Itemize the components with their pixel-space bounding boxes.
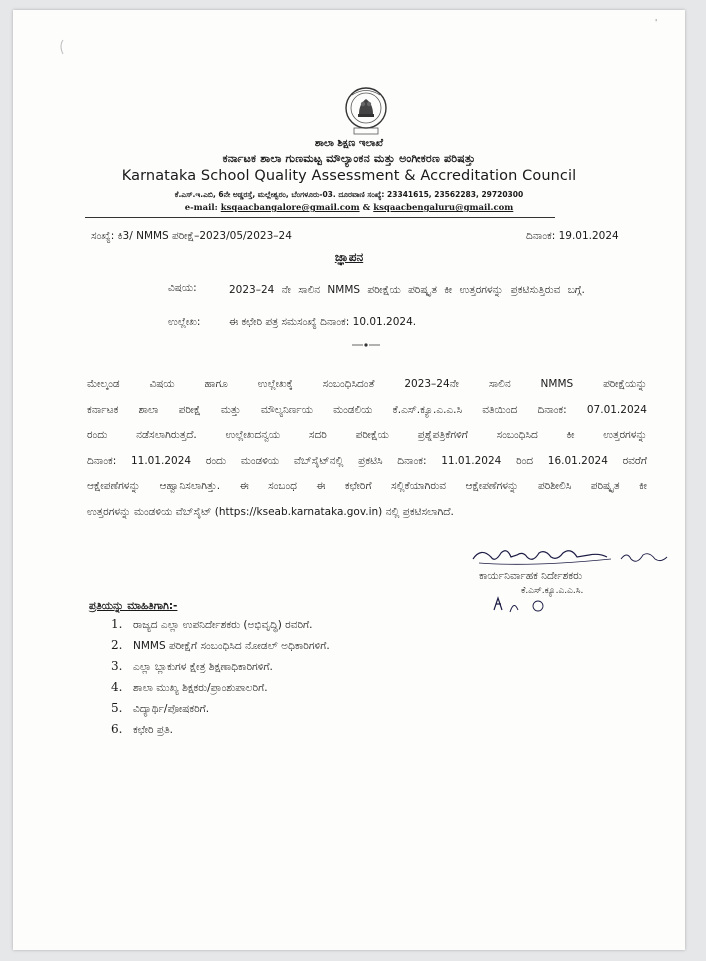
document-page	[13, 10, 685, 950]
subject-label: ವಿಷಯ:	[168, 282, 197, 294]
council-name-english: Karnataka School Quality Assessment & Accreditation Council	[121, 168, 577, 184]
list-item: 5. ವಿದ್ಯಾರ್ಥಿ/ಪೋಷಕರಿಗೆ.	[111, 701, 210, 715]
list-item: 4. ಶಾಲಾ ಮುಖ್ಯ ಶಿಕ್ಷಕರು/ಪ್ರಾಂಶುಪಾಲರಿಗೆ.	[111, 680, 268, 694]
reference-text: ಈ ಕಛೇರಿ ಪತ್ರ ಸಮಸಂಖ್ಯೆ ದಿನಾಂಕ: 10.01.2024.	[229, 316, 417, 328]
body-line: ರಂದು ನಡೆಸಲಾಗಿರುತ್ತದೆ. ಉಲ್ಲೇಖದನ್ವಯ ಸದರಿ ಪರೀಕ್ಷೆಯ ಪ್ರಶ್ನೆಪತ್ರಿಕೆಗಳಿಗೆ ಸಂಬಂಧಿಸಿದ ಕೀ ಉತ್ತರಗಳನ್ನು	[87, 429, 647, 441]
email-join: &	[362, 203, 371, 213]
memo-body	[87, 372, 647, 525]
signatory-office: ಕೆ.ಎಸ್.ಕ್ಯೂ.ಎ.ಎ.ಸಿ.	[521, 586, 584, 596]
council-name-kannada: ಕರ್ನಾಟಕ ಶಾಲಾ ಗುಣಮಟ್ಟ ಮೌಲ್ಯಾಂಕನ ಮತ್ತು ಅಂಗೀಕರಣ ಪರಿಷತ್ತು	[222, 152, 476, 165]
list-item: 3. ಎಲ್ಲಾ ಬ್ಲಾಕುಗಳ ಕ್ಷೇತ್ರ ಶಿಕ್ಷಣಾಧಿಕಾರಿಗಳಿಗೆ.	[111, 659, 273, 673]
body-line: ಕರ್ನಾಟಕ ಶಾಲಾ ಪರೀಕ್ಷೆ ಮತ್ತು ಮೌಲ್ಯನಿರ್ಣಯ ಮಂಡಲಿಯ ಕೆ.ಎಸ್.ಕ್ಯೂ.ಎ.ಎ.ಸಿ ವತಿಯಿಂದ ದಿನಾಂಕ: 07.01.2024	[87, 403, 647, 416]
notice-title: ಜ್ಞಾಪನ	[334, 250, 364, 264]
section-separator-icon	[351, 342, 381, 348]
email-link-2[interactable]: ksqaacbengaluru@gmail.com	[373, 203, 514, 213]
header-divider	[85, 217, 555, 218]
body-line: ಆಕ್ಷೇಪಣೆಗಳನ್ನು ಆಹ್ವಾನಿಸಲಾಗಿತ್ತು. ಈ ಸಂಬಂಧ ಈ ಕಛೇರಿಗೆ ಸಲ್ಲಿಕೆಯಾಗಿರುವ ಆಕ್ಷೇಪಣೆಗಳನ್ನು ಪರಿಶೀಲಿಸಿ ಪರಿಷ್ಕೃತ ಕೀ	[87, 480, 647, 492]
copy-to-title: ಪ್ರತಿಯನ್ನು ಮಾಹಿತಿಗಾಗಿ:-	[89, 600, 178, 612]
body-line: ದಿನಾಂಕ: 11.01.2024 ರಂದು ಮಂಡಳಿಯ ವೆಬ್‌ಸೈಟ್‌ನಲ್ಲಿ ಪ್ರಕಟಿಸಿ ದಿನಾಂಕ: 11.01.2024 ರಿಂದ 16.01.2024 ರವರೆಗೆ	[87, 454, 647, 467]
email-line	[13, 203, 685, 213]
department-name: ಶಾಲಾ ಶಿಕ್ಷಣ ಇಲಾಖೆ	[314, 138, 384, 149]
reference-label: ಉಲ್ಲೇಖ:	[168, 316, 201, 328]
email-label: e-mail:	[184, 203, 218, 213]
karnataka-emblem-icon	[343, 84, 389, 136]
initials-icon	[488, 592, 568, 616]
list-item: 1. ರಾಜ್ಯದ ಎಲ್ಲಾ ಉಪನಿರ್ದೇಶಕರು (ಅಭಿವೃದ್ಧಿ) ರವರಿಗೆ.	[111, 617, 313, 631]
list-item: 2. NMMS ಪರೀಕ್ಷೆಗೆ ಸಂಬಂಧಿಸಿದ ನೋಡಲ್ ಅಧಿಕಾರಿಗಳಿಗೆ.	[111, 638, 330, 652]
body-line: ಉತ್ತರಗಳನ್ನು ಮಂಡಳಿಯ ವೆಬ್‌ಸೈಟ್ (https://kseab.karnataka.gov.in) ನಲ್ಲಿ ಪ್ರಕಟಿಸಲಾಗಿದೆ.	[87, 505, 454, 518]
scan-mark: '	[655, 18, 658, 27]
subject-text: 2023–24 ನೇ ಸಾಲಿನ NMMS ಪರೀಕ್ಷೆಯ ಪರಿಷ್ಕೃತ ಕೀ ಉತ್ತರಗಳನ್ನು ಪ್ರಕಟಿಸುತ್ತಿರುವ ಬಗ್ಗೆ.	[229, 284, 585, 296]
reference-number: ಸಂಖ್ಯೆ: ಕಿ3/ NMMS ಪರೀಕ್ಷೆ–2023/05/2023–24	[91, 230, 292, 242]
copy-to-list	[111, 614, 330, 740]
document-date: ದಿನಾಂಕ: 19.01.2024	[526, 230, 619, 242]
council-address: ಕೆ.ಎಸ್.ಇ.ಎಬಿ, 6ನೇ ಅಡ್ಡರಸ್ತೆ, ಮಲ್ಲೇಶ್ವರಂ, ಬೆಂಗಳೂರು-03. ದೂರವಾಣಿ ಸಂಖ್ಯೆ: 23341615, 23562283, 29720300	[174, 190, 524, 199]
signatory-designation: ಕಾರ್ಯನಿರ್ವಾಹಕ ನಿರ್ದೇಶಕರು	[479, 570, 583, 582]
email-link-1[interactable]: ksqaacbangalore@gmail.com	[220, 203, 360, 213]
list-item: 6. ಕಛೇರಿ ಪ್ರತಿ.	[111, 722, 174, 736]
body-line: ಮೇಲ್ಕಂಡ ವಿಷಯ ಹಾಗೂ ಉಲ್ಲೇಖಕ್ಕೆ ಸಂಬಂಧಿಸಿದಂತೆ 2023–24ನೇ ಸಾಲಿನ NMMS ಪರೀಕ್ಷೆಯನ್ನು	[87, 378, 647, 390]
scan-artifact-icon	[57, 38, 69, 56]
